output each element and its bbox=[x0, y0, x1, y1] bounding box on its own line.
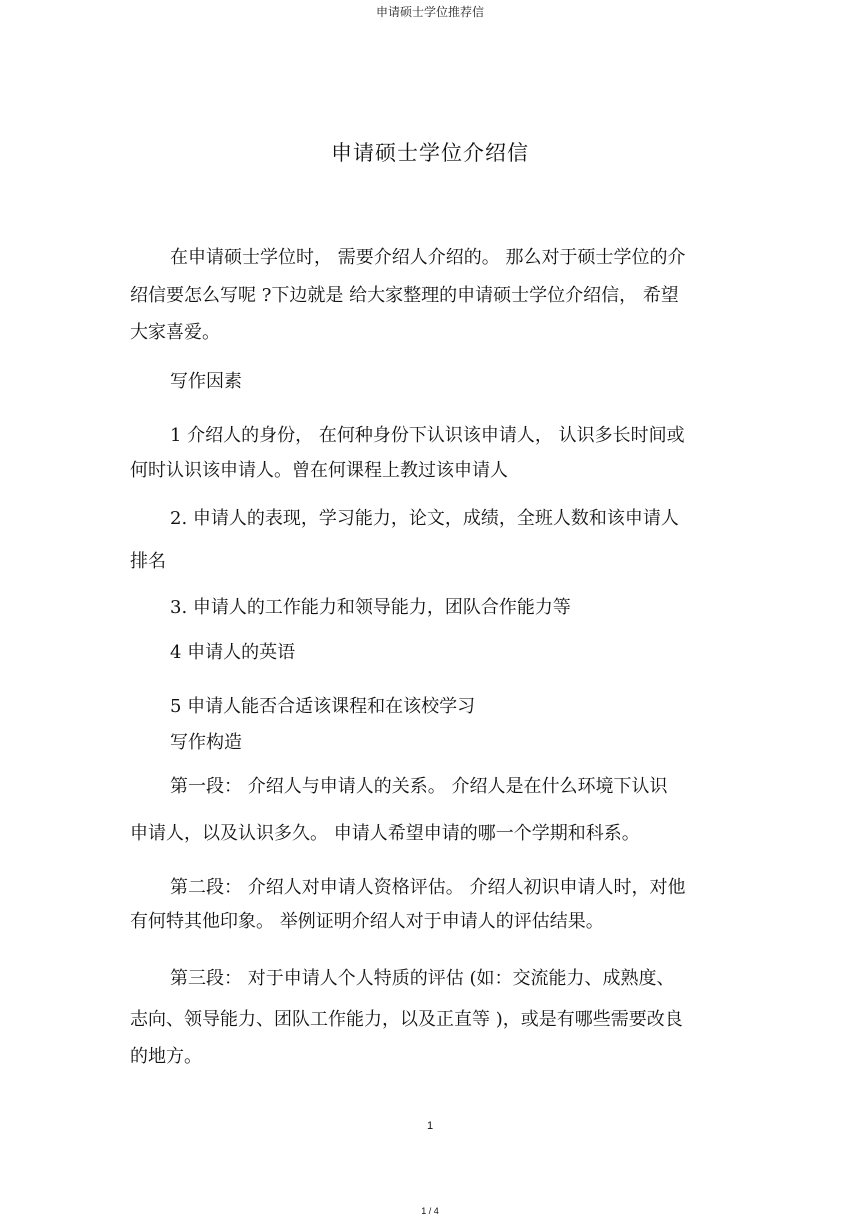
para-1-line-2: 申请人，以及认识多久。 申请人希望申请的哪一个学期和科系。 bbox=[130, 823, 640, 844]
intro-line-1: 在申请硕士学位时， 需要介绍人介绍的。 那么对于硕士学位的介 bbox=[170, 247, 686, 268]
element-1-line-2: 何时认识该申请人。曾在何课程上教过该申请人 bbox=[130, 460, 508, 481]
section-heading-structure: 写作构造 bbox=[170, 732, 242, 753]
section-heading-elements: 写作因素 bbox=[170, 371, 242, 392]
element-2-line-1: 2. 申请人的表现，学习能力，论文，成绩，全班人数和该申请人 bbox=[170, 508, 679, 529]
element-2-line-2: 排名 bbox=[130, 551, 166, 572]
para-2-line-2: 有何特其他印象。 举例证明介绍人对于申请人的评估结果。 bbox=[130, 911, 604, 932]
element-1-line-1: 1 介绍人的身份， 在何种身份下认识该申请人， 认识多长时间或 bbox=[170, 425, 685, 446]
para-3-line-3: 的地方。 bbox=[130, 1046, 202, 1067]
intro-line-3: 大家喜爱。 bbox=[130, 322, 220, 343]
running-header: 申请硕士学位推荐信 bbox=[375, 5, 484, 19]
page-counter-footer: 1 / 4 bbox=[421, 1206, 439, 1216]
para-3-line-2: 志向、领导能力、团队工作能力，以及正直等 )，或是有哪些需要改良 bbox=[130, 1009, 683, 1030]
element-4: 4 申请人的英语 bbox=[170, 642, 296, 663]
document-title: 申请硕士学位介绍信 bbox=[331, 141, 529, 165]
para-1-line-1: 第一段： 介绍人与申请人的关系。 介绍人是在什么环境下认识 bbox=[170, 776, 668, 797]
element-5: 5 申请人能否合适该课程和在该校学习 bbox=[170, 696, 476, 717]
element-3: 3. 申请人的工作能力和领导能力，团队合作能力等 bbox=[170, 597, 571, 618]
page-number: 1 bbox=[426, 1120, 434, 1132]
para-3-line-1: 第三段： 对于申请人个人特质的评估 (如：交流能力、成熟度、 bbox=[170, 968, 675, 989]
intro-line-2: 绍信要怎么写呢 ?下边就是 给大家整理的申请硕士学位介绍信， 希望 bbox=[130, 285, 679, 306]
para-2-line-1: 第二段： 介绍人对申请人资格评估。 介绍人初识申请人时，对他 bbox=[170, 877, 686, 898]
